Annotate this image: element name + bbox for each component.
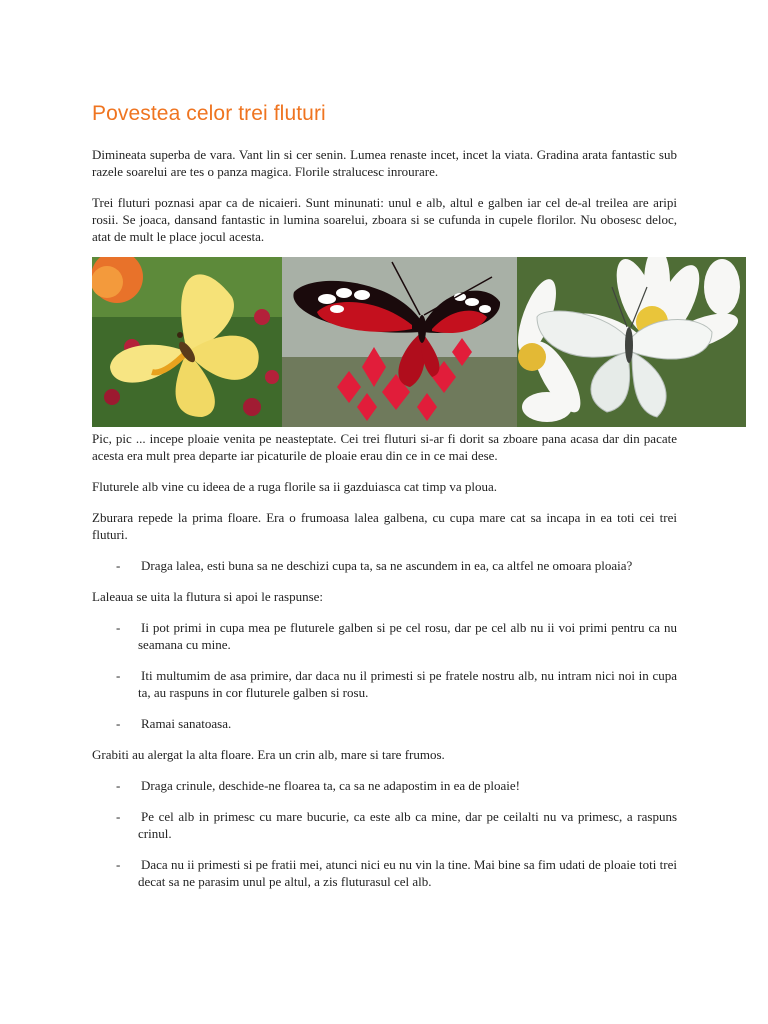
- paragraph-tulip: Zburara repede la prima floare. Era o frumoasa lalea galbena, cu cupa mare cat sa incapa in ea toti cei trei fluturi.: [92, 510, 677, 542]
- dash-marker: -: [116, 778, 121, 793]
- yellow-butterfly-photo: [92, 257, 282, 427]
- red-butterfly-photo: [282, 257, 517, 427]
- dialogue-line: [92, 557, 677, 574]
- paragraph-lily: Grabiti au alergat la alta floare. Era un crin alb, mare si tare frumos.: [92, 747, 445, 762]
- story-title: Povestea celor trei fluturi: [92, 102, 326, 125]
- dialogue-line: [92, 619, 677, 653]
- dash-marker: -: [116, 857, 121, 872]
- dialogue-line: [92, 856, 677, 890]
- dash-marker: -: [116, 620, 121, 635]
- story-content: [92, 146, 677, 904]
- white-butterfly-photo: [517, 257, 746, 427]
- dialogue-text: Daca nu ii primesti si pe fratii mei, atunci nici eu nu vin la tine. Mai bine sa fim udati de ploaie toti trei decat sa ne parasim unul pe altul, a zis fluturasul cel alb.: [138, 857, 677, 889]
- butterfly-photo-strip: [92, 257, 746, 427]
- paragraph-intro-2: Trei fluturi poznasi apar ca de nicaieri. Sunt minunati: unul e alb, altul e galben iar cel de-al treilea are aripi rosii. Se joaca, dansand fantastic in lumina soarelui, zboara si se cufunda in cupele florilor. Nu obosesc deloc, atat de mult le place jocul acesta.: [92, 195, 677, 244]
- dash-marker: -: [116, 558, 121, 573]
- dialogue-line: [92, 667, 677, 701]
- dialogue-text: Ramai sanatoasa.: [141, 716, 232, 731]
- paragraph-rain: Pic, pic ... incepe ploaie venita pe neasteptate. Cei trei fluturi si-ar fi dorit sa zboare pana acasa dar din pacate acesta era mult prea departe iar picaturile de ploaie erau din ce in ce mai dese.: [92, 431, 677, 463]
- dialogue-line: [92, 777, 677, 794]
- dialogue-text: Iti multumim de asa primire, dar daca nu il primesti si pe fratele nostru alb, nu intram nici noi in cupa ta, au raspuns in cor fluturele galben si rosu.: [138, 668, 677, 700]
- dash-marker: -: [116, 716, 121, 731]
- dialogue-line: [92, 715, 677, 732]
- dialogue-line: [92, 808, 677, 842]
- paragraph-idea: Fluturele alb vine cu ideea de a ruga florile sa ii gazduiasca cat timp va ploua.: [92, 479, 498, 494]
- dialogue-text: Pe cel alb in primesc cu mare bucurie, ca este alb ca mine, dar pe ceilalti nu va primesc, a raspuns crinul.: [138, 809, 677, 841]
- paragraph-intro-1: Dimineata superba de vara. Vant lin si cer senin. Lumea renaste incet, incet la viata. Gradina arata fantastic sub razele soarelui are tes o panza magica. Florile stralucesc inrourare.: [92, 147, 677, 179]
- dialogue-text: Draga lalea, esti buna sa ne deschizi cupa ta, sa ne ascundem in ea, ca altfel ne omoara ploaia?: [141, 558, 633, 573]
- dash-marker: -: [116, 668, 121, 683]
- dash-marker: -: [116, 809, 121, 824]
- dialogue-text: Draga crinule, deschide-ne floarea ta, ca sa ne adapostim in ea de ploaie!: [141, 778, 520, 793]
- paragraph-tulip-reply: Laleaua se uita la flutura si apoi le raspunse:: [92, 589, 324, 604]
- dialogue-text: Ii pot primi in cupa mea pe fluturele galben si pe cel rosu, dar pe cel alb nu ii voi primi pentru ca nu seamana cu mine.: [138, 620, 677, 652]
